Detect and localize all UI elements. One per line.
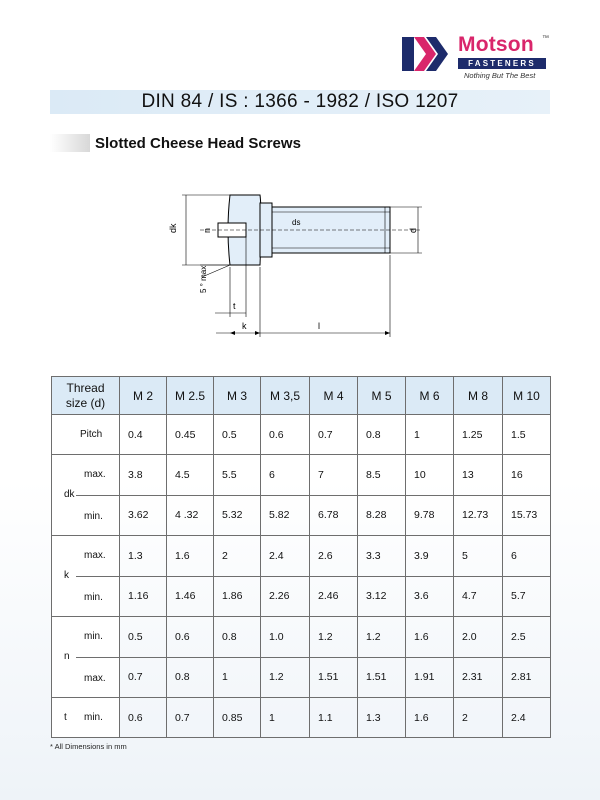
label-l: l <box>318 321 320 331</box>
table-cell: 1 <box>406 415 454 455</box>
table-cell: 7 <box>310 455 358 496</box>
dk-max-label: max. <box>84 469 106 480</box>
table-cell: 2.46 <box>310 576 358 617</box>
t-min-label: min. <box>84 712 103 723</box>
table-cell: 8.28 <box>358 495 406 536</box>
k-max-row <box>52 536 551 577</box>
header-line-1: Thread <box>66 380 105 395</box>
logo-mark-icon <box>402 37 452 71</box>
table-cell: 5.32 <box>214 495 261 536</box>
screw-diagram <box>160 185 440 345</box>
table-cell: 2.26 <box>261 576 310 617</box>
k-divider <box>76 576 119 577</box>
table-cell: 2 <box>454 698 503 738</box>
table-cell: 0.7 <box>167 698 214 738</box>
dk-label-cell <box>52 455 120 536</box>
table-cell: 13 <box>454 455 503 496</box>
table-cell: 8.5 <box>358 455 406 496</box>
table-cell: 1.5 <box>503 415 551 455</box>
table-cell: 5.82 <box>261 495 310 536</box>
k-label-cell <box>52 536 120 617</box>
table-cell: 3.9 <box>406 536 454 577</box>
size-header: M 4 <box>310 377 358 415</box>
brand-subtitle: FASTENERS <box>458 58 546 69</box>
table-cell: 0.4 <box>120 415 167 455</box>
n-min-label: min. <box>84 631 103 642</box>
k-min-label: min. <box>84 592 103 603</box>
table-cell: 1.0 <box>261 617 310 658</box>
table-cell: 0.45 <box>167 415 214 455</box>
table-cell: 0.8 <box>358 415 406 455</box>
dk-min-row <box>52 495 551 536</box>
table-cell: 2.6 <box>310 536 358 577</box>
size-header: M 5 <box>358 377 406 415</box>
size-header: M 6 <box>406 377 454 415</box>
table-cell: 1 <box>214 657 261 698</box>
table-cell: 1.86 <box>214 576 261 617</box>
size-header: M 3 <box>214 377 261 415</box>
table-cell: 1.16 <box>120 576 167 617</box>
table-cell: 1.2 <box>358 617 406 658</box>
label-n: n <box>202 227 212 233</box>
table-cell: 2.0 <box>454 617 503 658</box>
table-cell: 1.6 <box>406 698 454 738</box>
table-cell: 4.7 <box>454 576 503 617</box>
table-cell: 0.6 <box>120 698 167 738</box>
size-header: M 3,5 <box>261 377 310 415</box>
k-min-row <box>52 576 551 617</box>
table-cell: 1.51 <box>310 657 358 698</box>
table-cell: 3.8 <box>120 455 167 496</box>
label-ds: ds <box>292 218 301 227</box>
title-banner <box>50 90 550 114</box>
k-max-label: max. <box>84 550 106 561</box>
table-cell: 16 <box>503 455 551 496</box>
pitch-label: Pitch <box>80 429 103 440</box>
table-cell: 6 <box>503 536 551 577</box>
n-symbol: n <box>64 651 70 662</box>
table-cell: 0.6 <box>167 617 214 658</box>
size-header: M 8 <box>454 377 503 415</box>
table-cell: 12.73 <box>454 495 503 536</box>
n-label-cell <box>52 617 120 698</box>
table-cell: 3.12 <box>358 576 406 617</box>
n-divider <box>76 657 119 658</box>
dk-min-label: min. <box>84 511 103 522</box>
table-cell: 4.5 <box>167 455 214 496</box>
page-title: DIN 84 / IS : 1366 - 1982 / ISO 1207 <box>141 91 459 112</box>
table-cell: 2.31 <box>454 657 503 698</box>
table-cell: 5.7 <box>503 576 551 617</box>
k-symbol: k <box>64 570 69 581</box>
dk-divider <box>76 495 119 496</box>
t-symbol: t <box>64 712 67 723</box>
size-header: M 10 <box>503 377 551 415</box>
label-k: k <box>242 321 247 331</box>
brand-name: Motson <box>458 33 534 56</box>
table-cell: 1 <box>261 698 310 738</box>
label-angle: 5 ° max <box>199 265 208 293</box>
table-cell: 5 <box>454 536 503 577</box>
table-cell: 6.78 <box>310 495 358 536</box>
table-cell: 0.6 <box>261 415 310 455</box>
brand-logo <box>402 33 562 83</box>
n-min-row <box>52 617 551 658</box>
dk-symbol: dk <box>64 489 75 500</box>
table-cell: 1.2 <box>310 617 358 658</box>
table-cell: 2.4 <box>503 698 551 738</box>
t-min-row <box>52 698 551 738</box>
table-cell: 1.51 <box>358 657 406 698</box>
table-cell: 10 <box>406 455 454 496</box>
table-cell: 3.62 <box>120 495 167 536</box>
table-cell: 1.91 <box>406 657 454 698</box>
table-cell: 2.5 <box>503 617 551 658</box>
table-cell: 6 <box>261 455 310 496</box>
table-cell: 1.2 <box>261 657 310 698</box>
table-cell: 15.73 <box>503 495 551 536</box>
footnote: * All Dimensions in mm <box>50 742 127 751</box>
thread-size-header <box>52 377 120 415</box>
table-cell: 0.8 <box>167 657 214 698</box>
size-header: M 2.5 <box>167 377 214 415</box>
label-dk: dk <box>168 223 178 233</box>
table-cell: 0.8 <box>214 617 261 658</box>
table-cell: 3.6 <box>406 576 454 617</box>
table-cell: 1.6 <box>167 536 214 577</box>
table-cell: 0.5 <box>214 415 261 455</box>
table-cell: 0.5 <box>120 617 167 658</box>
table-cell: 4 .32 <box>167 495 214 536</box>
table-cell: 0.85 <box>214 698 261 738</box>
subtitle-accent <box>50 134 90 152</box>
table-cell: 1.25 <box>454 415 503 455</box>
label-t: t <box>233 301 236 311</box>
pitch-row <box>52 415 551 455</box>
brand-tagline: Nothing But The Best <box>464 71 536 80</box>
table-header-row <box>52 377 551 415</box>
dk-max-row <box>52 455 551 496</box>
table-cell: 3.3 <box>358 536 406 577</box>
table-cell: 9.78 <box>406 495 454 536</box>
table-cell: 0.7 <box>120 657 167 698</box>
dimension-table <box>51 376 551 738</box>
table-cell: 1.6 <box>406 617 454 658</box>
header-line-2: size (d) <box>65 395 106 410</box>
table-cell: 1.3 <box>120 536 167 577</box>
label-d: d <box>408 227 418 233</box>
table-cell: 1.1 <box>310 698 358 738</box>
table-cell: 5.5 <box>214 455 261 496</box>
table-cell: 0.7 <box>310 415 358 455</box>
section-title: Slotted Cheese Head Screws <box>95 135 301 152</box>
trademark: ™ <box>542 35 549 42</box>
size-header: M 2 <box>120 377 167 415</box>
table-cell: 2.4 <box>261 536 310 577</box>
n-max-label: max. <box>84 673 106 684</box>
n-max-row <box>52 657 551 698</box>
table-cell: 2 <box>214 536 261 577</box>
pitch-label-cell <box>52 415 120 455</box>
t-label-cell <box>52 698 120 738</box>
table-cell: 2.81 <box>503 657 551 698</box>
table-cell: 1.3 <box>358 698 406 738</box>
table-cell: 1.46 <box>167 576 214 617</box>
